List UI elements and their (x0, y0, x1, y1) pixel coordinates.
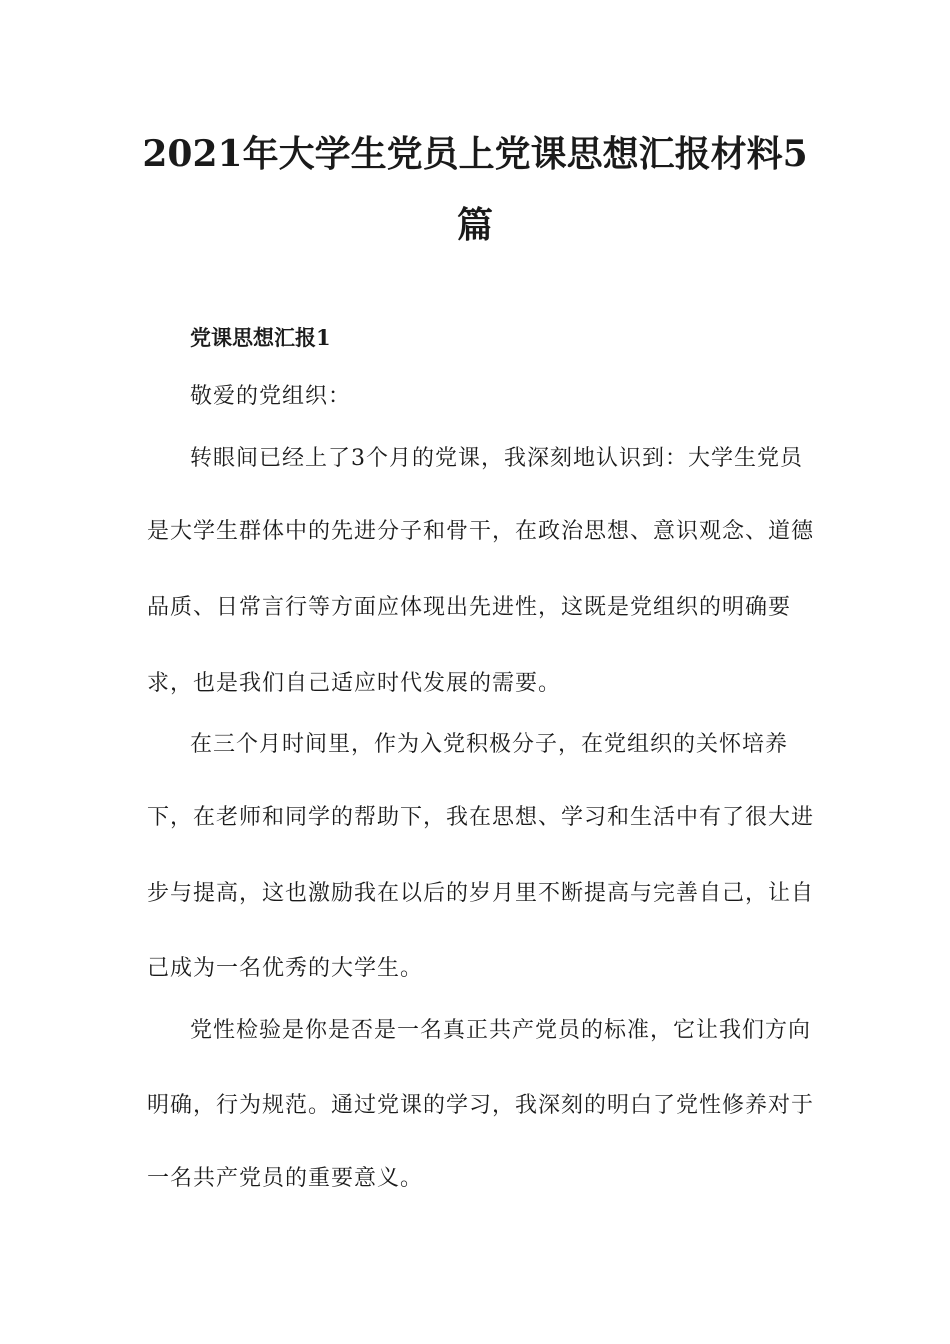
paragraph-line: 在三个月时间里，作为入党积极分子，在党组织的关怀培养 (190, 732, 789, 757)
paragraph-line: 一名共产党员的重要意义。 (147, 1166, 424, 1191)
document-title-line-2: 篇 (456, 204, 493, 246)
paragraph-line: 转眼间已经上了3个月的党课，我深刻地认识到：大学生党员 (190, 446, 803, 471)
paragraph-line: 下，在老师和同学的帮助下，我在思想、学习和生活中有了很大进 (147, 805, 815, 830)
document-title-line-1: 2021年大学生党员上党课思想汇报材料5 (142, 133, 808, 175)
section-heading: 党课思想汇报1 (190, 325, 331, 350)
paragraph-line: 明确，行为规范。通过党课的学习，我深刻的明白了党性修养对于 (147, 1093, 815, 1118)
paragraph-line: 己成为一名优秀的大学生。 (147, 956, 424, 981)
paragraph-line: 步与提高，这也激励我在以后的岁月里不断提高与完善自己，让自 (147, 881, 815, 906)
paragraph-line: 党性检验是你是否是一名真正共产党员的标准，它让我们方向 (190, 1018, 812, 1043)
salutation: 敬爱的党组织： (190, 384, 352, 409)
paragraph-line: 是大学生群体中的先进分子和骨干，在政治思想、意识观念、道德 (147, 519, 815, 544)
paragraph-line: 求，也是我们自己适应时代发展的需要。 (147, 671, 562, 696)
paragraph-line: 品质、日常言行等方面应体现出先进性，这既是党组织的明确要 (147, 595, 792, 620)
